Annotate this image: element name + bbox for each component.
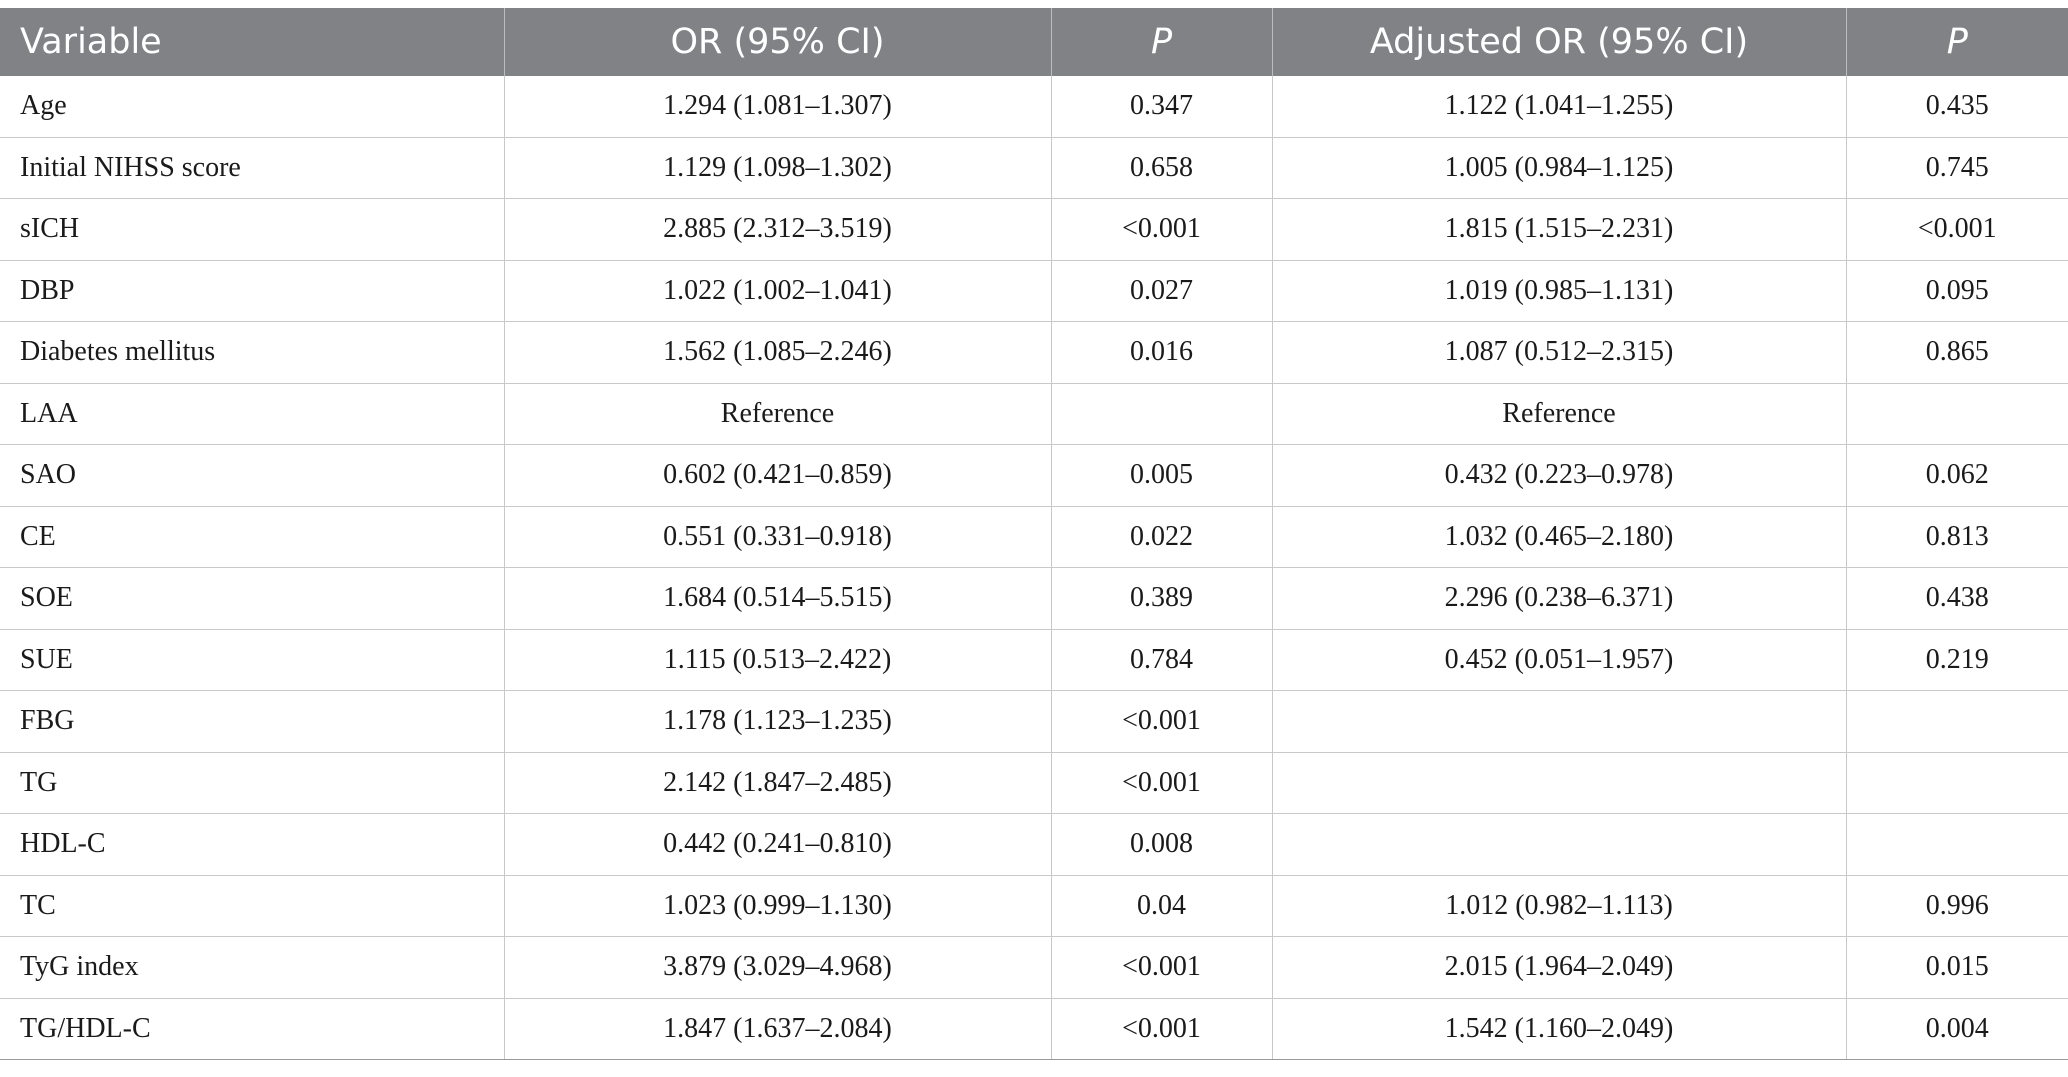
cell-variable: SAO xyxy=(0,445,504,507)
cell-p-value: 0.784 xyxy=(1051,629,1272,691)
cell-or-ci: 1.115 (0.513–2.422) xyxy=(504,629,1051,691)
cell-variable: DBP xyxy=(0,260,504,322)
cell-adjusted-or-ci xyxy=(1272,752,1846,814)
cell-or-ci: 1.562 (1.085–2.246) xyxy=(504,322,1051,384)
cell-or-ci: 1.129 (1.098–1.302) xyxy=(504,137,1051,199)
header-adjusted-or-ci: Adjusted OR (95% CI) xyxy=(1272,8,1846,76)
table-row xyxy=(0,260,2068,322)
header-adjusted-p-value xyxy=(1846,8,2068,76)
cell-p-value: 0.04 xyxy=(1051,875,1272,937)
cell-adjusted-or-ci: 1.005 (0.984–1.125) xyxy=(1272,137,1846,199)
cell-or-ci: 0.442 (0.241–0.810) xyxy=(504,814,1051,876)
cell-variable: HDL-C xyxy=(0,814,504,876)
table-row xyxy=(0,383,2068,445)
cell-adjusted-p-value: 0.996 xyxy=(1846,875,2068,937)
header-adjusted-p-label: P xyxy=(1946,22,1968,62)
cell-or-ci: 1.684 (0.514–5.515) xyxy=(504,568,1051,630)
cell-adjusted-p-value: 0.004 xyxy=(1846,998,2068,1060)
cell-adjusted-or-ci: 1.012 (0.982–1.113) xyxy=(1272,875,1846,937)
cell-adjusted-p-value: 0.435 xyxy=(1846,76,2068,137)
table-body xyxy=(0,76,2068,1060)
cell-variable: sICH xyxy=(0,199,504,261)
cell-p-value: <0.001 xyxy=(1051,998,1272,1060)
table-row xyxy=(0,691,2068,753)
cell-or-ci: 0.602 (0.421–0.859) xyxy=(504,445,1051,507)
cell-adjusted-or-ci: 0.452 (0.051–1.957) xyxy=(1272,629,1846,691)
table-row xyxy=(0,875,2068,937)
cell-p-value: 0.008 xyxy=(1051,814,1272,876)
cell-adjusted-p-value: <0.001 xyxy=(1846,199,2068,261)
table-row xyxy=(0,568,2068,630)
table-row xyxy=(0,199,2068,261)
cell-adjusted-or-ci: 2.296 (0.238–6.371) xyxy=(1272,568,1846,630)
cell-adjusted-or-ci: 1.815 (1.515–2.231) xyxy=(1272,199,1846,261)
cell-p-value: 0.347 xyxy=(1051,76,1272,137)
table-row xyxy=(0,814,2068,876)
cell-or-ci: 1.023 (0.999–1.130) xyxy=(504,875,1051,937)
cell-p-value: <0.001 xyxy=(1051,937,1272,999)
cell-adjusted-or-ci: Reference xyxy=(1272,383,1846,445)
cell-variable: TyG index xyxy=(0,937,504,999)
cell-variable: Diabetes mellitus xyxy=(0,322,504,384)
table-container xyxy=(0,8,2068,1060)
cell-p-value: <0.001 xyxy=(1051,691,1272,753)
table-row xyxy=(0,137,2068,199)
cell-adjusted-p-value: 0.095 xyxy=(1846,260,2068,322)
table-row xyxy=(0,629,2068,691)
cell-p-value: 0.005 xyxy=(1051,445,1272,507)
table-row xyxy=(0,445,2068,507)
cell-adjusted-p-value: 0.813 xyxy=(1846,506,2068,568)
cell-adjusted-or-ci: 1.087 (0.512–2.315) xyxy=(1272,322,1846,384)
cell-adjusted-p-value: 0.219 xyxy=(1846,629,2068,691)
table-row xyxy=(0,998,2068,1060)
cell-adjusted-p-value: 0.438 xyxy=(1846,568,2068,630)
cell-adjusted-p-value xyxy=(1846,691,2068,753)
cell-p-value: 0.016 xyxy=(1051,322,1272,384)
cell-adjusted-p-value xyxy=(1846,752,2068,814)
cell-variable: FBG xyxy=(0,691,504,753)
cell-p-value: 0.027 xyxy=(1051,260,1272,322)
header-row xyxy=(0,8,2068,76)
cell-p-value: 0.658 xyxy=(1051,137,1272,199)
header-p-label: P xyxy=(1150,22,1173,62)
cell-p-value: <0.001 xyxy=(1051,752,1272,814)
header-p-value xyxy=(1051,8,1272,76)
cell-adjusted-or-ci: 0.432 (0.223–0.978) xyxy=(1272,445,1846,507)
header-variable: Variable xyxy=(0,8,504,76)
cell-adjusted-or-ci xyxy=(1272,691,1846,753)
header-or-ci: OR (95% CI) xyxy=(504,8,1051,76)
cell-variable: TC xyxy=(0,875,504,937)
cell-or-ci: 0.551 (0.331–0.918) xyxy=(504,506,1051,568)
table-row xyxy=(0,322,2068,384)
cell-variable: TG xyxy=(0,752,504,814)
table-row xyxy=(0,937,2068,999)
cell-p-value: 0.389 xyxy=(1051,568,1272,630)
cell-adjusted-or-ci xyxy=(1272,814,1846,876)
cell-adjusted-p-value: 0.865 xyxy=(1846,322,2068,384)
cell-adjusted-or-ci: 1.019 (0.985–1.131) xyxy=(1272,260,1846,322)
cell-or-ci: 3.879 (3.029–4.968) xyxy=(504,937,1051,999)
cell-variable: LAA xyxy=(0,383,504,445)
cell-or-ci: 2.885 (2.312–3.519) xyxy=(504,199,1051,261)
cell-adjusted-or-ci: 1.122 (1.041–1.255) xyxy=(1272,76,1846,137)
cell-variable: TG/HDL-C xyxy=(0,998,504,1060)
cell-adjusted-p-value: 0.015 xyxy=(1846,937,2068,999)
cell-adjusted-or-ci: 1.542 (1.160–2.049) xyxy=(1272,998,1846,1060)
cell-or-ci: 1.022 (1.002–1.041) xyxy=(504,260,1051,322)
cell-or-ci: 1.847 (1.637–2.084) xyxy=(504,998,1051,1060)
table-row xyxy=(0,76,2068,137)
cell-or-ci: 1.178 (1.123–1.235) xyxy=(504,691,1051,753)
cell-adjusted-p-value: 0.745 xyxy=(1846,137,2068,199)
cell-variable: SOE xyxy=(0,568,504,630)
table-header xyxy=(0,8,2068,76)
cell-variable: SUE xyxy=(0,629,504,691)
table-row xyxy=(0,506,2068,568)
cell-variable: Initial NIHSS score xyxy=(0,137,504,199)
cell-p-value: 0.022 xyxy=(1051,506,1272,568)
cell-variable: Age xyxy=(0,76,504,137)
cell-adjusted-or-ci: 1.032 (0.465–2.180) xyxy=(1272,506,1846,568)
cell-adjusted-p-value xyxy=(1846,814,2068,876)
cell-variable: CE xyxy=(0,506,504,568)
cell-or-ci: 1.294 (1.081–1.307) xyxy=(504,76,1051,137)
cell-or-ci: Reference xyxy=(504,383,1051,445)
cell-p-value: <0.001 xyxy=(1051,199,1272,261)
cell-p-value xyxy=(1051,383,1272,445)
cell-adjusted-or-ci: 2.015 (1.964–2.049) xyxy=(1272,937,1846,999)
regression-table xyxy=(0,8,2068,1060)
table-row xyxy=(0,752,2068,814)
cell-or-ci: 2.142 (1.847–2.485) xyxy=(504,752,1051,814)
cell-adjusted-p-value: 0.062 xyxy=(1846,445,2068,507)
cell-adjusted-p-value xyxy=(1846,383,2068,445)
